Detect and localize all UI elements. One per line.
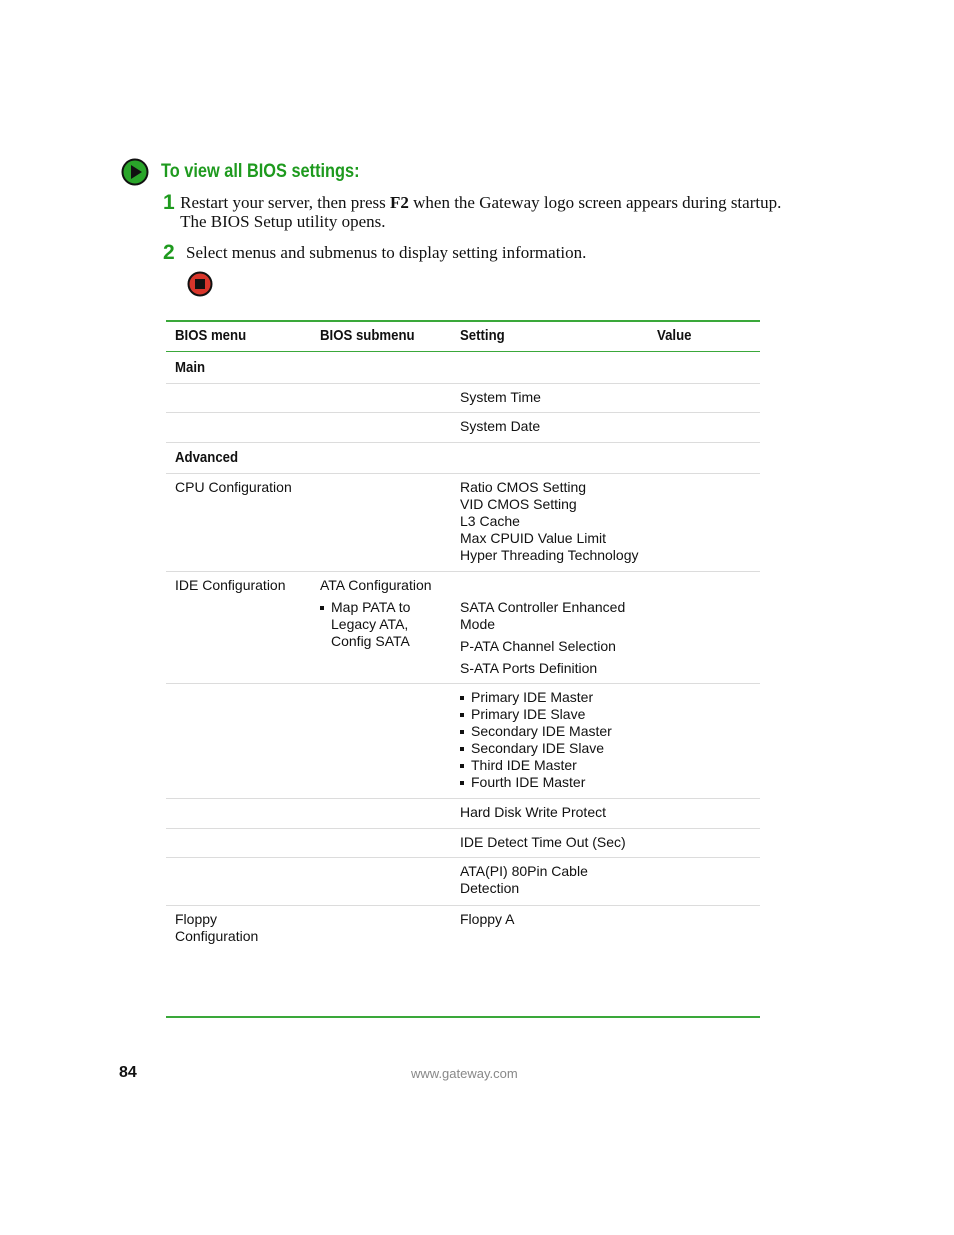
setting-hdd-write-protect: Hard Disk Write Protect	[460, 804, 606, 820]
setting-floppy-a: Floppy A	[460, 911, 515, 927]
header-setting: Setting	[460, 327, 505, 344]
menu-cpu-configuration: CPU Configuration	[175, 479, 292, 495]
table-row	[166, 384, 760, 413]
setting-sata-ports: S-ATA Ports Definition	[460, 660, 598, 676]
ide-device-list: Primary IDE Master Primary IDE Slave Secondary IDE Master Secondary IDE Slave Third IDE Master Fourth IDE Master	[460, 689, 612, 791]
table-row	[166, 906, 760, 1016]
submenu-map-pata: Map PATA to Legacy ATA, Config SATA	[320, 599, 410, 650]
menu-floppy-configuration: Floppy Configuration	[175, 911, 259, 944]
setting-ide-timeout: IDE Detect Time Out (Sec)	[460, 834, 626, 850]
cpu-settings-list: Ratio CMOS Setting VID CMOS Setting L3 Cache Max CPUID Value Limit Hyper Threading Technology	[460, 479, 639, 563]
page-number: 84	[119, 1064, 137, 1081]
table-row	[166, 443, 760, 474]
table-row	[166, 858, 760, 906]
table-row	[166, 353, 760, 384]
menu-ide-configuration: IDE Configuration	[175, 577, 286, 593]
table-header	[166, 322, 760, 352]
setting-system-date: System Date	[460, 418, 541, 434]
header-bios-submenu: BIOS submenu	[320, 327, 415, 344]
setting-pata-channel: P-ATA Channel Selection	[460, 638, 616, 654]
procedure-heading	[121, 158, 392, 186]
table-row	[166, 413, 760, 443]
submenu-ata-configuration: ATA Configuration	[320, 577, 432, 593]
step-2	[163, 243, 783, 263]
footer-url: www.gateway.com	[411, 1066, 518, 1081]
section-main: Main	[175, 359, 206, 376]
stop-icon	[187, 271, 213, 297]
step-number: 2	[163, 241, 175, 264]
step-1	[163, 193, 783, 231]
table-row	[166, 799, 760, 829]
header-bios-menu: BIOS menu	[175, 327, 247, 344]
table-bottom-rule	[166, 1016, 760, 1018]
setting-system-time: System Time	[460, 389, 541, 405]
setting-cable-detection: ATA(PI) 80Pin Cable Detection	[460, 863, 588, 896]
table-row	[166, 829, 760, 858]
step-text: Restart your server, then press F2 when the Gateway logo screen appears during startup. The BIOS Setup utility opens.	[180, 193, 782, 231]
key-name: F2	[389, 193, 409, 212]
section-advanced: Advanced	[175, 449, 239, 466]
play-icon	[121, 158, 149, 186]
table-row	[166, 572, 760, 684]
step-number: 1	[163, 191, 175, 214]
setting-sata-controller-mode: SATA Controller Enhanced Mode	[460, 599, 626, 632]
procedure-title: To view all BIOS settings:	[161, 161, 360, 182]
header-value: Value	[657, 327, 692, 344]
step-text: Select menus and submenus to display setting information.	[186, 243, 587, 262]
table-row	[166, 474, 760, 572]
table-row	[166, 684, 760, 799]
